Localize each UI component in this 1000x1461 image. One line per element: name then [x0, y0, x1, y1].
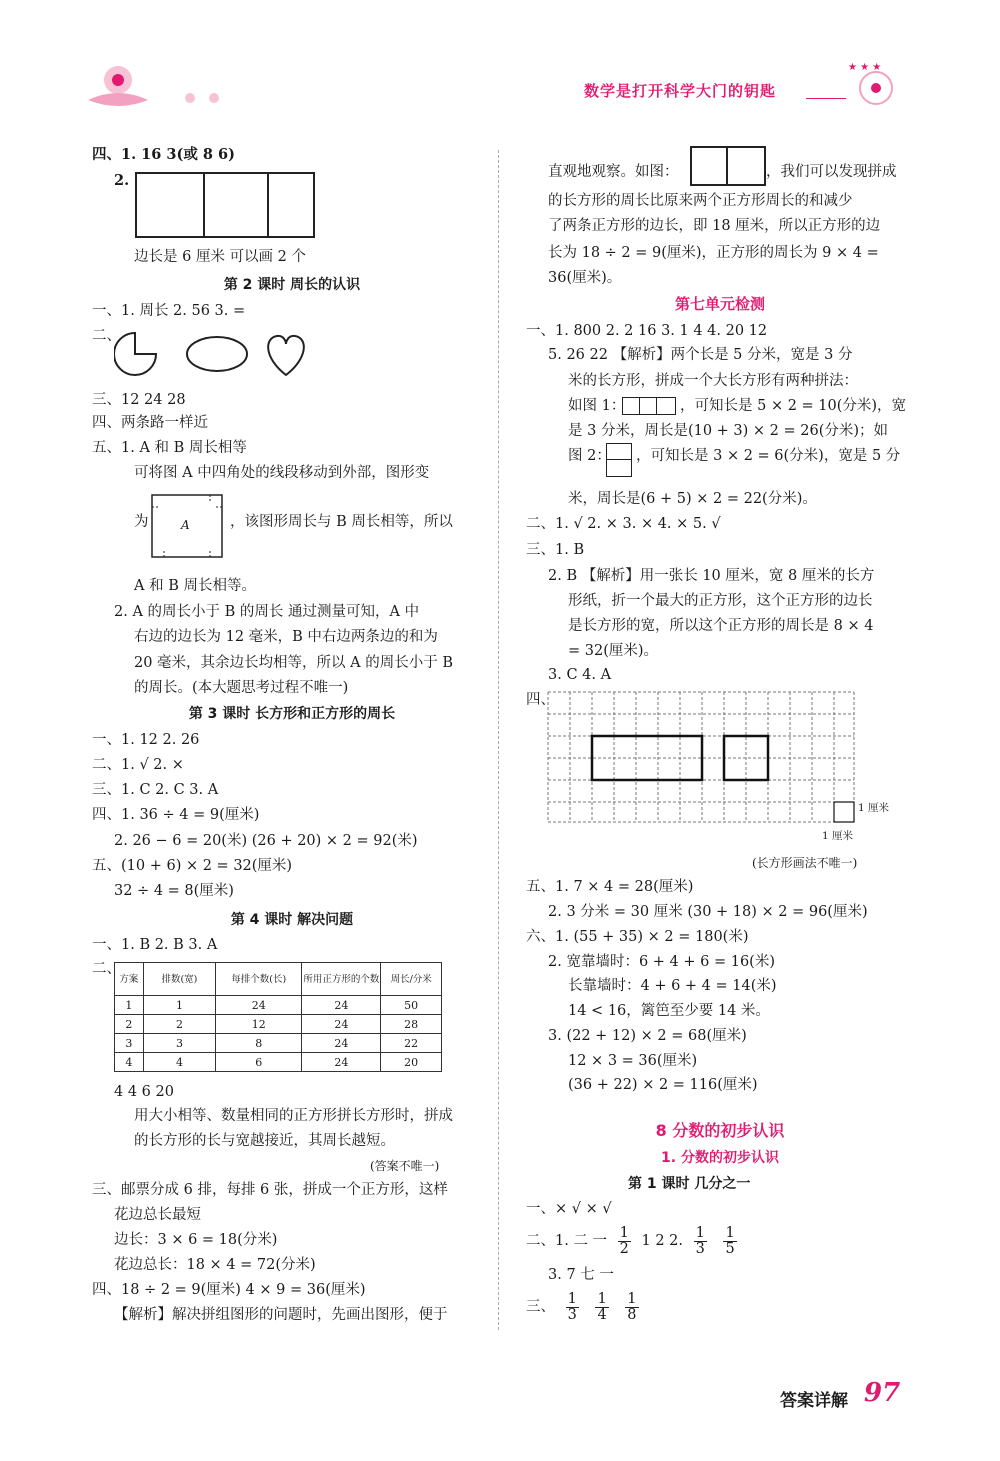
table-header: 周长/分米 [381, 963, 442, 996]
left-line-6: 二、 [92, 328, 121, 344]
table-header: 每排个数(长) [216, 963, 302, 996]
table-header: 方案 [115, 963, 144, 996]
q3-prefix: 三、 [526, 1299, 555, 1315]
left-line-17: 的周长。(本大题思考过程不唯一) [134, 680, 349, 696]
fraction-one-half: $\frac{1}{2}$ [619, 1224, 629, 1257]
left-line-35: 边长：3 × 6 = 18(分米) [114, 1232, 278, 1248]
right-line-4: 了两条正方形的边长，即 18 厘米，所以正方形的边 [548, 218, 881, 234]
chapter-heading: 8 分数的初步认识 [655, 1121, 785, 1140]
right-line-33: 12 × 3 = 36(厘米) [568, 1053, 698, 1069]
star-badge-icon [840, 56, 910, 120]
left-line-31: 的长方形的长与宽越接近，其周长越短。 [134, 1133, 395, 1149]
table-cell: 4 [143, 1053, 215, 1072]
table-cell: 24 [302, 996, 381, 1015]
left-line-22: 四、1. 36 ÷ 4 = 9(厘米) [92, 807, 260, 823]
solution-table [114, 962, 442, 1072]
table-row [115, 1053, 442, 1072]
flower-icon [78, 56, 258, 114]
right-line-11: 如图 1： [568, 398, 626, 414]
left-line-9: 五、1. A 和 B 周长相等 [92, 440, 247, 456]
column-divider [498, 150, 499, 1330]
left-line-14: 2. A 的周长小于 B 的周长 通过测量可知，A 中 [114, 604, 420, 620]
right-line-1: 直观地观察。如图： [548, 164, 679, 180]
table-cell: 3 [115, 1034, 144, 1053]
header-decoration [78, 56, 258, 114]
lesson-heading-2: 第 2 课时 周长的认识 [223, 277, 361, 293]
right-line-30: 长靠墙时：4 + 6 + 4 = 14(米) [568, 978, 777, 994]
right-line-24: 四、 [526, 692, 555, 708]
right-line-13: 是 3 分米，周长是(10 + 3) × 2 = 26(分米)；如 [568, 423, 889, 439]
unit-label-vertical: 1 厘米 [858, 802, 890, 814]
unit-test-heading: 第七单元检测 [674, 295, 765, 313]
table-cell: 3 [143, 1034, 215, 1053]
right-line-14: 图 2： [568, 448, 611, 464]
heart-shape [268, 336, 304, 375]
left-line-2: 2. [114, 172, 130, 189]
right-line-9: 5. 26 22 【解析】两个长是 5 分米，宽是 3 分 [548, 347, 853, 363]
table-row [115, 1034, 442, 1053]
right-line-19: 2. B 【解析】用一张长 10 厘米，宽 8 厘米的长方 [548, 568, 875, 584]
page-number: 97 [864, 1378, 901, 1408]
table-cell: 22 [381, 1034, 442, 1053]
right-line-12: ，可知长是 5 × 2 = 10(分米)，宽 [680, 398, 907, 414]
table-cell: 1 [143, 996, 215, 1015]
table-cell: 24 [302, 1034, 381, 1053]
table-header: 所用正方形的个数 [302, 963, 381, 996]
right-line-16: 米，周长是(6 + 5) × 2 = 22(分米)。 [568, 491, 817, 507]
table-cell: 8 [216, 1034, 302, 1053]
table-cell: 2 [143, 1015, 215, 1034]
left-line-10: 可将图 A 中四角处的线段移动到外部，图形变 [134, 465, 430, 481]
right-line-2: ，我们可以发现拼成 [766, 164, 897, 180]
right-line-41: 3. 7 七 一 [548, 1267, 614, 1283]
lesson-heading-4: 第 4 课时 解决问题 [230, 912, 354, 928]
left-line-27: 一、1. B 2. B 3. A [92, 937, 218, 953]
table-row [115, 1015, 442, 1034]
right-line-21: 是长方形的宽，所以这个正方形的周长是 8 × 4 [568, 618, 874, 634]
left-line-33: 三、邮票分成 6 排，每排 6 张，拼成一个正方形，这样 [92, 1182, 448, 1198]
table-header: 排数(宽) [143, 963, 215, 996]
table-cell: 50 [381, 996, 442, 1015]
left-line-11: 为 [134, 514, 149, 530]
table-row [115, 996, 442, 1015]
fraction-one-eighth: $\frac{1}{8}$ [627, 1290, 637, 1323]
left-line-19: 一、1. 12 2. 26 [92, 732, 200, 748]
left-line-23: 2. 26 − 6 = 20(米) (26 + 20) × 2 = 92(米) [114, 833, 418, 849]
table-cell: 24 [302, 1015, 381, 1034]
left-line-37: 四、18 ÷ 2 = 9(厘米) 4 × 9 = 36(厘米) [92, 1282, 366, 1298]
ellipse-shape [187, 337, 247, 371]
left-line-7: 三、12 24 28 [92, 392, 186, 408]
figure-a-label: A [181, 518, 190, 532]
table-cell: 6 [216, 1053, 302, 1072]
right-line-28: 六、1. (55 + 35) × 2 = 180(米) [526, 929, 749, 945]
right-line-23: 3. C 4. A [548, 667, 612, 683]
right-line-8: 一、1. 800 2. 2 16 3. 1 4 4. 20 12 [526, 323, 768, 339]
right-line-18: 三、1. B [526, 542, 585, 558]
right-line-26: 五、1. 7 × 4 = 28(厘米) [526, 879, 694, 895]
right-line-34: (36 + 22) × 2 = 116(厘米) [568, 1077, 758, 1093]
two-square-figure [690, 146, 766, 186]
header-rule [806, 98, 846, 99]
left-line-3: 边长是 6 厘米 可以画 2 个 [134, 249, 306, 265]
right-line-25: (长方形画法不唯一) [752, 856, 858, 870]
left-line-38: 【解析】解决拼组图形的问题时，先画出图形，便于 [114, 1307, 448, 1323]
right-line-5: 长为 18 ÷ 2 = 9(厘米)，正方形的周长为 9 × 4 = [548, 245, 879, 261]
left-line-36: 花边总长：18 × 4 = 72(分米) [114, 1257, 316, 1273]
left-line-1: 四、1. 16 3(或 8 6) [92, 146, 235, 163]
header-slogan: 数学是打开科学大门的钥匙 [584, 82, 777, 100]
left-line-21: 三、1. C 2. C 3. A [92, 782, 219, 798]
table-cell: 12 [216, 1015, 302, 1034]
right-line-38: 一、× √ × √ [526, 1201, 612, 1217]
left-line-25: 32 ÷ 4 = 8(厘米) [114, 883, 234, 899]
figure-1 [622, 397, 676, 415]
left-line-15: 右边的边长为 12 毫米，B 中右边两条边的和为 [134, 629, 438, 645]
left-line-24: 五、(10 + 6) × 2 = 32(厘米) [92, 858, 293, 874]
footer-label: 答案详解 [780, 1391, 848, 1411]
table-cell: 4 [115, 1053, 144, 1072]
right-line-10: 米的长方形，拼成一个大长方形有两种拼法： [568, 373, 858, 389]
right-line-6: 36(厘米)。 [548, 270, 622, 286]
table-cell: 24 [216, 996, 302, 1015]
q2-prefix: 二、1. 二 一 [526, 1233, 608, 1249]
fraction-line-q2 [526, 1224, 743, 1258]
three-square-figure [135, 172, 315, 238]
table-cell: 28 [381, 1015, 442, 1034]
svg-text:★ ★ ★: ★ ★ ★ [848, 62, 882, 73]
left-line-16: 20 毫米，其余边长均相等，所以 A 的周长小于 B [134, 655, 454, 671]
right-line-17: 二、1. √ 2. × 3. × 4. × 5. √ [526, 516, 721, 532]
unit-label-horizontal: 1 厘米 [822, 830, 854, 842]
left-line-8: 四、两条路一样近 [92, 415, 208, 431]
fraction-one-third-b: $\frac{1}{3}$ [567, 1290, 577, 1323]
table-cell: 2 [115, 1015, 144, 1034]
left-line-29: 4 4 6 20 [114, 1084, 174, 1100]
right-line-15: ，可知长是 3 × 2 = 6(分米)，宽是 5 分 [636, 448, 901, 464]
left-line-34: 花边总长最短 [114, 1207, 201, 1223]
left-line-5: 一、1. 周长 2. 56 3. = [92, 303, 246, 319]
right-line-31: 14 < 16，篱笆至少要 14 米。 [568, 1003, 770, 1019]
fraction-one-third: $\frac{1}{3}$ [695, 1224, 705, 1257]
table-cell: 20 [381, 1053, 442, 1072]
fraction-one-fifth: $\frac{1}{5}$ [725, 1224, 735, 1257]
fraction-one-fourth: $\frac{1}{4}$ [597, 1290, 607, 1323]
shapes-figure [114, 330, 314, 384]
right-line-20: 形纸，折一个最大的正方形，这个正方形的边长 [568, 593, 873, 609]
right-line-22: = 32(厘米)。 [568, 643, 659, 659]
pie-shape [114, 333, 156, 375]
right-line-32: 3. (22 + 12) × 2 = 68(厘米) [548, 1028, 747, 1044]
right-line-37: 第 1 课时 几分之一 [628, 1176, 751, 1192]
figure-2 [606, 443, 632, 477]
left-line-13: A 和 B 周长相等。 [134, 578, 256, 594]
q2-middle: 1 2 2. [641, 1233, 684, 1249]
right-line-27: 2. 3 分米 = 30 厘米 (30 + 18) × 2 = 96(厘米) [548, 904, 868, 920]
left-line-20: 二、1. √ 2. × [92, 757, 184, 773]
table-cell: 24 [302, 1053, 381, 1072]
right-line-3: 的长方形的周长比原来两个正方形周长的和减少 [548, 193, 853, 209]
unit-square [834, 802, 854, 822]
table-cell: 1 [115, 996, 144, 1015]
section-heading: 1. 分数的初步认识 [661, 1150, 779, 1166]
lesson-heading-3: 第 3 课时 长方形和正方形的周长 [188, 706, 396, 722]
left-line-12: ，该图形周长与 B 周长相等，所以 [230, 514, 453, 530]
left-line-32: (答案不唯一) [370, 1159, 440, 1173]
right-line-29: 2. 宽靠墙时：6 + 4 + 6 = 16(米) [548, 954, 775, 970]
fraction-line-q3 [526, 1290, 645, 1324]
left-line-28: 二、 [92, 961, 121, 977]
left-line-30: 用大小相等、数量相同的正方形拼长方形时，拼成 [134, 1108, 453, 1124]
